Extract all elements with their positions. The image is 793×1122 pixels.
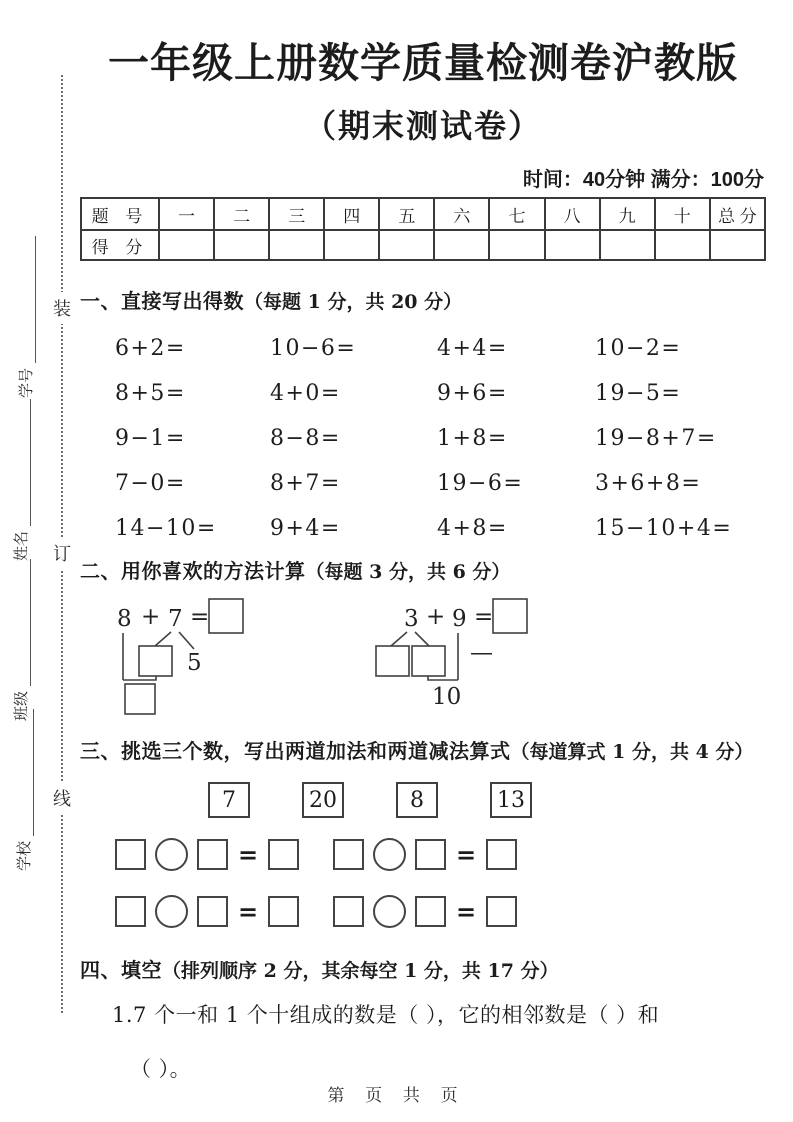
score-label: 得 分 — [81, 230, 159, 260]
name-blank-line — [16, 399, 31, 526]
column-8: 八 — [545, 198, 600, 230]
number-box — [197, 896, 228, 927]
operator-circle — [155, 838, 188, 871]
section-one-points: （每题 1 分，共 20 分） — [244, 291, 463, 313]
equals-sign: = — [456, 840, 477, 869]
tree1-branch-left — [155, 632, 171, 646]
section-four-points: （排列顺序 2 分，其余每空 1 分，共 17 分） — [162, 960, 559, 982]
tree2-operator: + — [426, 604, 446, 630]
equals-sign: = — [456, 897, 477, 926]
math-problem: 4+0= — [270, 381, 341, 406]
score-table — [80, 197, 766, 261]
student-id-label: 学号 — [18, 367, 35, 398]
math-problem: 19−8+7= — [595, 426, 717, 451]
number-box — [115, 896, 146, 927]
tree2-part-box-left — [376, 646, 409, 676]
binding-label-zhuang: 装 — [49, 292, 75, 324]
column-6: 六 — [434, 198, 489, 230]
section-two-heading — [80, 555, 766, 584]
column-2: 二 — [214, 198, 269, 230]
column-7: 七 — [489, 198, 544, 230]
column-3: 三 — [269, 198, 324, 230]
section-one-title: 一、直接写出得数 — [80, 291, 244, 313]
column-total: 总 分 — [710, 198, 765, 230]
math-problem: 10−2= — [595, 336, 682, 361]
equation-template — [333, 838, 766, 871]
score-cell — [159, 230, 214, 260]
math-problem: 9+6= — [437, 381, 508, 406]
answer-box — [268, 839, 299, 870]
column-5: 五 — [379, 198, 434, 230]
number-cards-row — [80, 782, 766, 818]
math-problem: 15−10+4= — [595, 516, 733, 541]
math-problem: 4+8= — [437, 516, 508, 541]
score-cell — [545, 230, 600, 260]
column-10: 十 — [655, 198, 710, 230]
number-card: 8 — [396, 782, 438, 818]
number-box — [115, 839, 146, 870]
operator-circle — [373, 838, 406, 871]
question-number-label: 题 号 — [81, 198, 159, 230]
math-problem: 19−6= — [437, 471, 524, 496]
tree2-part-box-right — [412, 646, 445, 676]
number-card: 7 — [208, 782, 250, 818]
number-box — [333, 839, 364, 870]
section-two-points: （每题 3 分，共 6 分） — [305, 561, 511, 583]
number-box — [333, 896, 364, 927]
score-cell — [214, 230, 269, 260]
score-cell — [434, 230, 489, 260]
math-problem: 14−10= — [115, 516, 217, 541]
answer-box — [268, 896, 299, 927]
equation-template — [333, 895, 766, 928]
answer-box — [486, 896, 517, 927]
operator-circle — [373, 895, 406, 928]
column-4: 四 — [324, 198, 379, 230]
column-1: 一 — [159, 198, 214, 230]
operator-circle — [155, 895, 188, 928]
score-table-score-row — [81, 230, 765, 260]
section-four-heading — [80, 954, 766, 983]
score-cell — [269, 230, 324, 260]
tree1-equals: = — [190, 604, 210, 630]
score-cell — [710, 230, 765, 260]
math-problem: 9+4= — [270, 516, 341, 541]
number-card: 20 — [302, 782, 344, 818]
tree2-right-number: 9 — [452, 606, 467, 632]
binding-label-xian: 线 — [49, 782, 75, 814]
equals-sign: = — [238, 840, 259, 869]
math-problem: 8+5= — [115, 381, 186, 406]
school-blank-line — [19, 709, 34, 836]
math-problem: 1+8= — [437, 426, 508, 451]
equation-templates — [80, 838, 766, 928]
math-problem: 3+6+8= — [595, 471, 702, 496]
number-card: 13 — [490, 782, 532, 818]
fill-blank-item-1-line-1: 1.7 个一和 1 个十组成的数是（ ），它的相邻数是（ ）和 — [112, 1003, 660, 1027]
time-score-info: 时间：40分钟 满分：100分 — [522, 169, 764, 191]
score-table-header-row — [81, 198, 765, 230]
number-box — [197, 839, 228, 870]
page-footer: 第 页 共 页 — [327, 1086, 466, 1105]
tree2-known-sum: 10 — [432, 684, 462, 710]
school-label: 学校 — [16, 840, 33, 871]
equation-template — [115, 895, 333, 928]
score-cell — [600, 230, 655, 260]
equation-template — [115, 838, 333, 871]
tree1-right-number: 7 — [168, 606, 183, 632]
class-label: 班级 — [13, 690, 30, 721]
math-problem: 8+7= — [270, 471, 341, 496]
tree2-branch-right — [415, 632, 429, 646]
fill-blank-item-1-line-2: （ ）。 — [130, 1057, 192, 1081]
math-problem: 4+4= — [437, 336, 508, 361]
tree2-branch-left — [391, 632, 407, 646]
section-three-heading — [80, 735, 766, 764]
section-three-title: 三、挑选三个数，写出两道加法和两道减法算式 — [80, 741, 511, 763]
tree2-equals: = — [474, 604, 494, 630]
math-problem: 9−1= — [115, 426, 186, 451]
math-problem: 7−0= — [115, 471, 186, 496]
school-field — [12, 709, 34, 871]
score-cell — [379, 230, 434, 260]
tree-diagram-8-plus-7 — [95, 592, 320, 727]
name-label: 姓名 — [13, 530, 30, 561]
student-id-blank-line — [21, 236, 36, 363]
section-three-points: （每道算式 1 分，共 4 分） — [510, 741, 754, 763]
student-id-field — [14, 236, 36, 398]
oral-arithmetic-grid — [80, 326, 766, 551]
equals-sign: = — [238, 897, 259, 926]
math-problem: 6+2= — [115, 336, 186, 361]
decomposition-diagrams — [80, 592, 766, 727]
section-one-heading — [80, 285, 766, 314]
name-field — [9, 399, 31, 561]
tree2-dash-mark: — — [470, 640, 493, 666]
answer-box — [486, 839, 517, 870]
tree1-branch-right — [179, 632, 194, 649]
tree1-known-part: 5 — [187, 650, 202, 676]
class-field — [9, 559, 31, 721]
tree2-left-number: 3 — [404, 606, 419, 632]
column-9: 九 — [600, 198, 655, 230]
page-title: 一年级上册数学质量检测卷沪教版 — [108, 40, 738, 86]
number-box — [415, 839, 446, 870]
binding-label-ding: 订 — [49, 537, 75, 569]
tree-diagram-3-plus-9 — [370, 592, 550, 727]
number-box — [415, 896, 446, 927]
class-blank-line — [16, 559, 31, 686]
score-cell — [655, 230, 710, 260]
tree1-left-number: 8 — [117, 606, 132, 632]
tree1-sum-box — [125, 684, 155, 714]
paper-content — [80, 0, 766, 1083]
tree2-result-box — [493, 599, 527, 633]
score-cell — [324, 230, 379, 260]
section-two-title: 二、用你喜欢的方法计算 — [80, 561, 306, 583]
math-problem: 8−8= — [270, 426, 341, 451]
tree1-result-box — [209, 599, 243, 633]
score-cell — [489, 230, 544, 260]
page-subtitle: （期末测试卷） — [303, 108, 542, 144]
section-four-title: 四、填空 — [80, 960, 162, 982]
tree1-operator: + — [141, 604, 161, 630]
math-problem: 19−5= — [595, 381, 682, 406]
math-problem: 10−6= — [270, 336, 357, 361]
tree1-part-box — [139, 646, 172, 676]
